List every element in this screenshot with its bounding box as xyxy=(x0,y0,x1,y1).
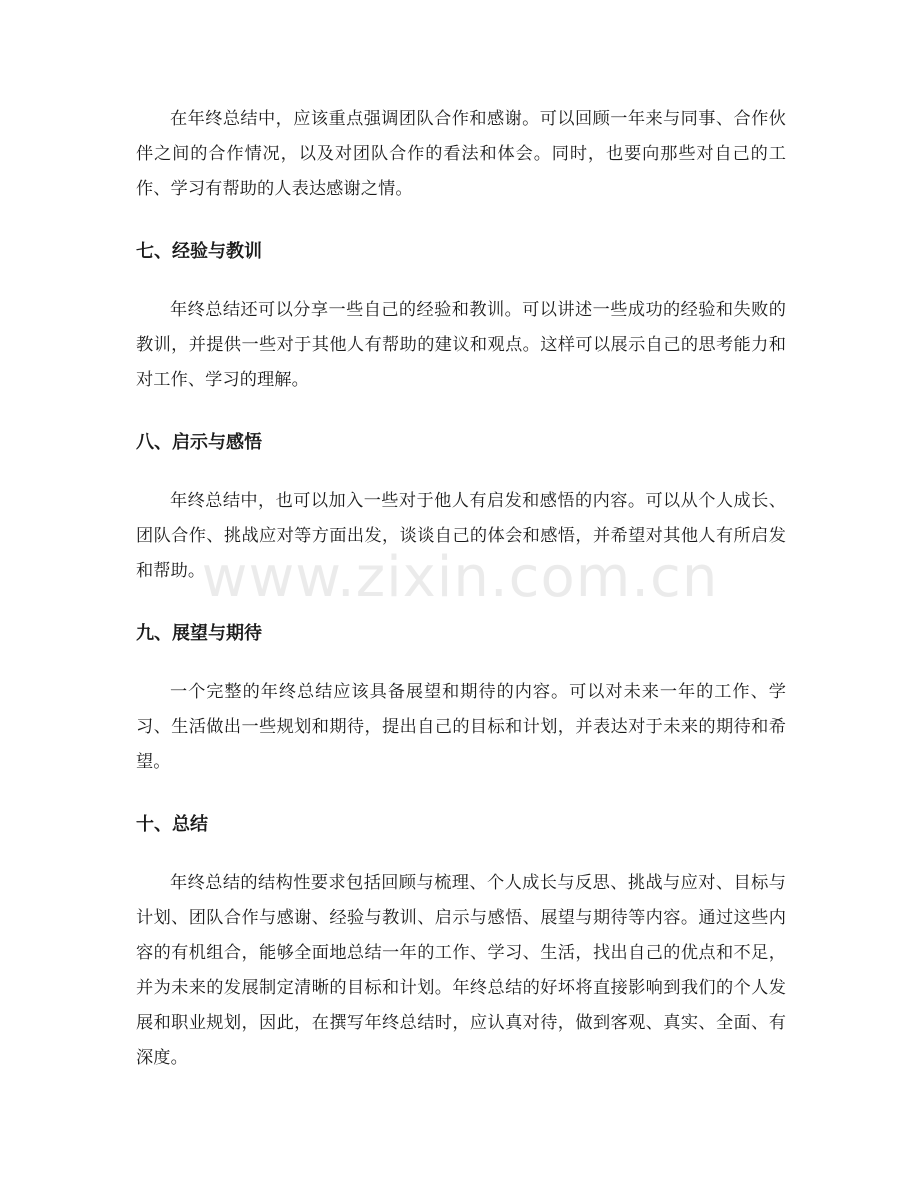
section-body-summary: 年终总结的结构性要求包括回顾与梳理、个人成长与反思、挑战与应对、目标与计划、团队合作与感谢、经验与教训、启示与感悟、展望与期待等内容。通过这些内容的有机组合，能够全面地总结一年的工作、学习、生活，找出自己的优点和不足，并为未来的发展制定清晰的目标和计划。年终总结的好坏将直接影响到我们的个人发展和职业规划，因此，在撰写年终总结时，应认真对待，做到客观、真实、全面、有深度。 xyxy=(136,873,786,1068)
intro-paragraph: 在年终总结中，应该重点强调团队合作和感谢。可以回顾一年来与同事、合作伙伴之间的合作情况，以及对团队合作的看法和体会。同时，也要向那些对自己的工作、学习有帮助的人表达感谢之情。 xyxy=(136,109,786,199)
section-heading-outlook: 九、展望与期待 xyxy=(136,623,262,644)
document-body xyxy=(136,102,786,1103)
section-body-inspiration: 年终总结中，也可以加入一些对于他人有启发和感悟的内容。可以从个人成长、团队合作、挑战应对等方面出发，谈谈自己的体会和感悟，并希望对其他人有所启发和帮助。 xyxy=(136,491,786,581)
section-body-experience: 年终总结还可以分享一些自己的经验和教训。可以讲述一些成功的经验和失败的教训，并提供一些对于其他人有帮助的建议和观点。这样可以展示自己的思考能力和对工作、学习的理解。 xyxy=(136,300,786,390)
section-body-outlook: 一个完整的年终总结应该具备展望和期待的内容。可以对未来一年的工作、学习、生活做出一些规划和期待，提出自己的目标和计划，并表达对于未来的期待和希望。 xyxy=(136,682,786,772)
section-heading-summary: 十、总结 xyxy=(136,814,208,835)
section-heading-inspiration: 八、启示与感悟 xyxy=(136,432,262,453)
watermark-text: www.zixin.com.cn xyxy=(201,545,719,610)
section-heading-experience: 七、经验与教训 xyxy=(136,241,262,262)
